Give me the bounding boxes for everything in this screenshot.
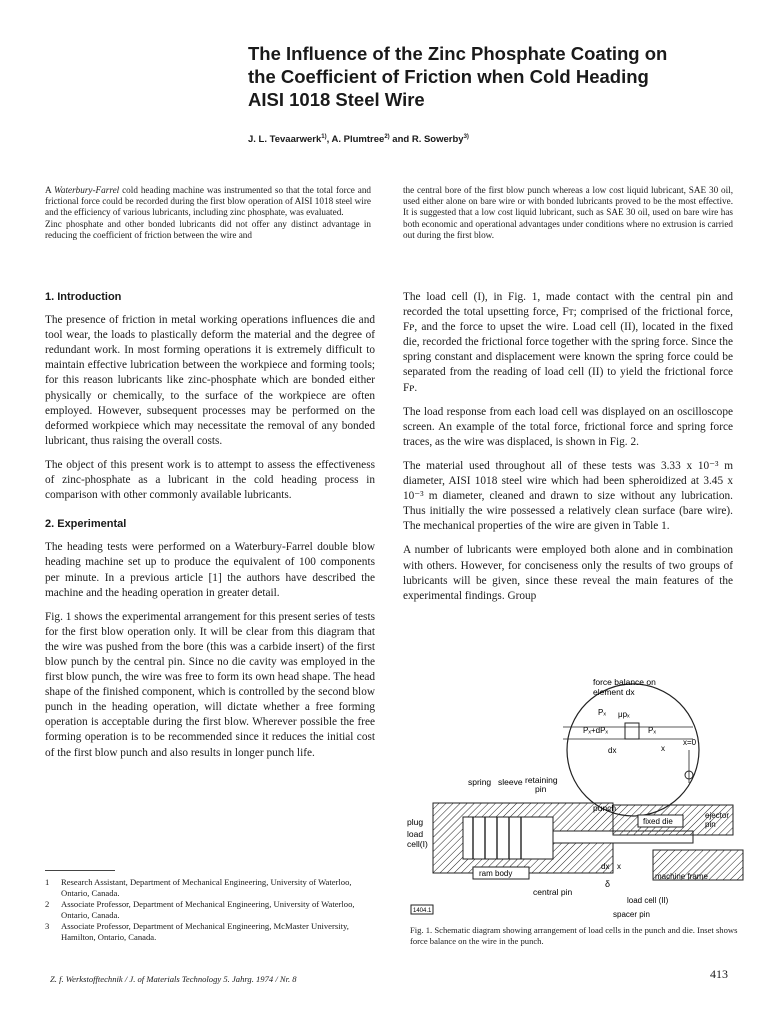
label-mu-p: μpₓ: [618, 710, 630, 719]
title-line-1: The Influence of the Zinc Phosphate Coating on: [248, 43, 668, 64]
label-ejector-pin: pin: [705, 820, 716, 829]
label-retaining-pin: pin: [535, 784, 547, 794]
abstract-left-start: A: [45, 185, 52, 195]
title-line-2: the Coefficient of Friction when Cold Heading: [248, 66, 649, 87]
footnote-3-text: Associate Professor, Department of Mechanical Engineering, McMaster University, Hamilton, Ontario, Canada.: [61, 921, 349, 942]
footnote-rule: [45, 870, 115, 871]
author-2: A. Plumtree: [331, 134, 385, 146]
label-delta: δ: [605, 879, 611, 889]
label-dx: dx: [608, 746, 617, 755]
experimental-paragraph-1: The heading tests were performed on a Waterbury-Farrel double blow heading machine set up to produce the equivalent of 100 components per minute. In a previous article [1] the authors have described the machine and the heading operation in greater detail.: [45, 541, 375, 599]
author-list: J. L. Tevaarwerk$^{1)}$, A. Plumtree$^{2)}$ and R. Sowerby$^{3)}$: [248, 134, 469, 146]
footnote-3: [45, 921, 375, 943]
label-ejector: ejector: [705, 811, 730, 820]
label-retaining: retaining: [525, 775, 558, 785]
author-3-mark: 3): [463, 134, 469, 140]
label-px-dpx: Pₓ+dPₓ: [583, 726, 609, 735]
label-machine-frame: machine frame: [655, 872, 708, 881]
right-paragraph-3: The material used throughout all of these tests was 3.33 x 10⁻³ m diameter, AISI 1018 steel wire which had been spheroidized at 3.45 x 10⁻³ m diameter, cleaned and drawn to size without any lubrication. Thus initially the wire possessed a relatively clean surface (bare wire). The mechanical properties of the wire are given in Table 1.: [403, 459, 733, 533]
footnote-2-num: 2: [45, 899, 50, 909]
label-plug: plug: [407, 817, 424, 827]
author-1-mark: 1): [321, 134, 327, 140]
label-fixed-die: fixed die: [643, 817, 673, 826]
label-spring: spring: [468, 777, 492, 787]
experimental-heading: 2. Experimental: [45, 518, 127, 531]
right-column: [403, 290, 733, 613]
abstract-left-italic: Waterbury-Farrel: [54, 185, 120, 195]
figure-1-diagram: [403, 655, 748, 923]
label-px-right: Pₓ: [648, 726, 656, 735]
fig-tag: 1404.1: [413, 908, 432, 914]
label-force-balance-1: force balance on: [593, 677, 656, 687]
footnotes: [45, 870, 375, 943]
label-x-zero: x=0: [683, 738, 697, 747]
label-px-top: Pₓ: [598, 708, 606, 717]
footnote-2: [45, 899, 375, 921]
label-force-balance-2: element dx: [593, 687, 635, 697]
label-central-pin: central pin: [533, 887, 573, 897]
author-and: and: [392, 134, 410, 146]
label-spacer-pin: spacer pin: [613, 910, 650, 919]
left-column: [45, 290, 375, 770]
abstract-right-p1: the central bore of the first blow punch whereas a low cost liquid lubricant, SAE 30 oil, used either alone on bare wire or with bonded lubricants proved to be the most effective. It is suggested that a low cost liquid lubricant, such as SAE 30 oil, used on bare wire has both economic and operational advantages under conditions where no extrusion is carried out during the first blow.: [403, 185, 733, 240]
spring-chamber: [463, 817, 553, 859]
footnote-1-text: Research Assistant, Department of Mechanical Engineering, University of Waterloo, Ontario, Canada.: [61, 877, 352, 898]
figure-1: [403, 655, 748, 923]
label-x-lower: x: [617, 862, 621, 871]
right-paragraph-2: The load response from each load cell was displayed on an oscilloscope screen. An example of the total force, frictional force and spring force traces, as the wire was displaced, is shown in Fig. 2.: [403, 405, 733, 448]
abstract-left-body: cold heading machine was instrumented so that the total force and frictional force could be recorded during the first blow operation of AISI 1018 steel wire and the efficiency of various lubricants, including zinc phosphate, was evaluated.: [45, 185, 372, 218]
footnote-3-num: 3: [45, 921, 50, 931]
inset-circle: [567, 684, 699, 816]
intro-paragraph-2: The object of this present work is to attempt to assess the effectiveness of zinc-phosphate as a lubricant in the cold heading process in comparison with other commonly available lubricants.: [45, 458, 375, 502]
experimental-paragraph-2: Fig. 1 shows the experimental arrangement for this present series of tests for the first blow operation only. It will be clear from this diagram that the wire was pushed from the bore (this was a carbide insert) of the first blow punch by the central pin. Since no die cavity was employed in the first blow punch, the wire was free to form its own head shape. The head shape of the finished component, which is controlled by the second blow punch in the heading operation, will dictate whether a free forming operation is acceptable during the first blow. Wherever possible the free forming operation is to be recommended since it reduces the initial cost of the first blow punch and also results in longer punch life.: [45, 610, 375, 759]
label-punch: punch: [593, 803, 617, 813]
label-load-cell-2: load cell (II): [627, 896, 669, 905]
footnote-1: [45, 877, 375, 899]
element-dx: [625, 723, 639, 739]
intro-paragraph-1: The presence of friction in metal working operations influences die and tool wear, the loads to plastically deform the material and the degree of redundant work. In most forming operations it is extremely difficult to maintain effective lubrication between the workpiece and forming tools; for this reason lubricants like zinc-phosphate which are bonded either physically or chemically, to the surface of the workpiece are often employed. However, subsequent processes may be performed on the deformed workpiece which may necessitate the removal of any bonded lubricant, thus raising the overall costs.: [45, 314, 375, 447]
label-load-cell-1: cell(I): [407, 839, 428, 849]
paper-title: [248, 42, 748, 111]
author-3: R. Sowerby: [411, 134, 464, 146]
intro-heading: 1. Introduction: [45, 291, 122, 303]
title-line-3: AISI 1018 Steel Wire: [248, 89, 425, 110]
abstract-left-p2: Zinc phosphate and other bonded lubricants did not offer any distinct advantage in reducing the coefficient of friction between the wire and: [45, 218, 371, 240]
journal-footer: Z. f. Werkstofftechnik / J. of Materials Technology 5. Jahrg. 1974 / Nr. 8: [50, 974, 297, 984]
author-2-mark: 2): [384, 134, 390, 140]
abstract-left: [45, 185, 371, 241]
label-dx-lower: dx: [601, 862, 610, 871]
page-number: 413: [710, 967, 728, 981]
right-paragraph-4: A number of lubricants were employed both alone and in combination with others. However, for conciseness only the results of two groups of lubricants will be given, since these reveal the main features of the experimental findings. Group: [403, 544, 733, 602]
figure-caption: Fig. 1. Schematic diagram showing arrangement of load cells in the punch and die. Inset shows force balance on the wire in the punch.: [410, 925, 738, 946]
label-x: x: [661, 744, 665, 753]
author-1: J. L. Tevaarwerk: [248, 134, 322, 146]
footnote-2-text: Associate Professor, Department of Mechanical Engineering, University of Waterloo, Ontario, Canada.: [61, 899, 355, 920]
label-sleeve: sleeve: [498, 777, 523, 787]
abstract-left-p1: [45, 185, 371, 219]
abstract-right: [403, 185, 733, 241]
label-ram-body: ram body: [479, 869, 513, 878]
footnote-1-num: 1: [45, 877, 50, 887]
label-load: load: [407, 829, 424, 839]
right-paragraph-1: The load cell (I), in Fig. 1, made contact with the central pin and recorded the total upsetting force, Fᴛ; comprised of the frictional force, Fᴘ, and the force to upset the wire. Load cell (II), located in the fixed die, recorded the frictional force together with the spring force. Since the spring constant and displacement were known the spring force could be separated from the reading of load cell (II) to yield the frictional force Fᴘ.: [403, 291, 733, 394]
